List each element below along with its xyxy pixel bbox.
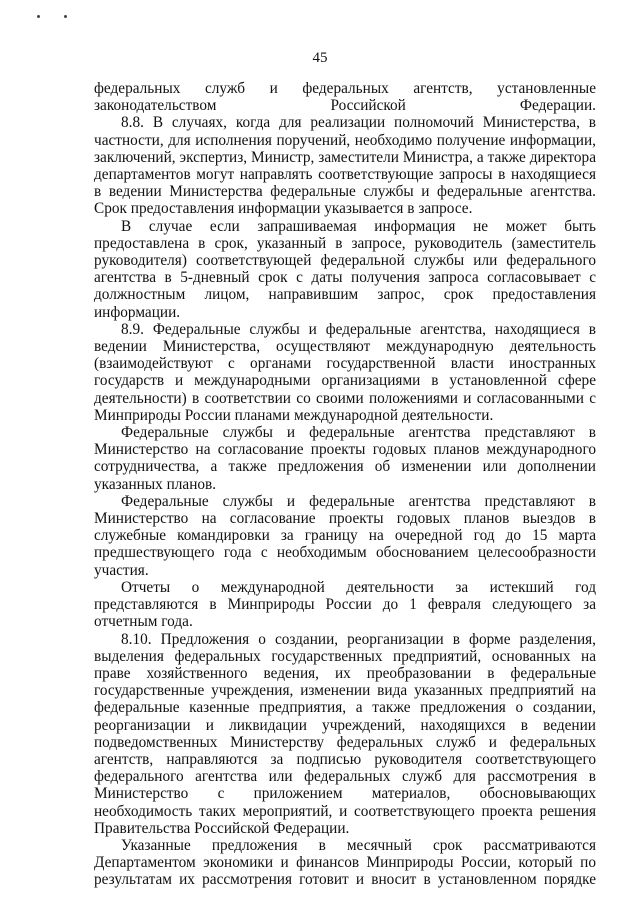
- paragraph: Федеральные службы и федеральные агентства представляют в Министерство на согласование проекты годовых планов международного сотрудничества, а также предложения об изменении или дополнении указанных планов.: [94, 424, 596, 493]
- document-body: [94, 80, 596, 889]
- paragraph: 8.8. В случаях, когда для реализации полномочий Министерства, в частности, для исполнения поручений, необходимо получение информации, заключений, экспертиз, Министр, заместители Министра, а также директора департаментов могут направлять соответствующие запросы в находящиеся в ведении Министерства федеральные службы и федеральные агентства. Срок предоставления информации указывается в запросе.: [94, 114, 596, 218]
- paragraph: 8.9. Федеральные службы и федеральные агентства, находящиеся в ведении Министерства, осуществляют международную деятельность (взаимодействуют с органами государственной власти иностранных государств и международными организациями в установленной сфере деятельности) в соответствии со своими положениями и согласованными с Минприроды России планами международной деятельности.: [94, 320, 596, 424]
- paragraph: 8.10. Предложения о создании, реорганизации в форме разделения, выделения федеральных государственных предприятий, основанных на праве хозяйственного ведения, их преобразовании в федеральные государственные учреждения, изменении вида указанных предприятий на федеральные казенные предприятия, а также предложения о создании, реорганизации и ликвидации учреждений, находящихся в ведении подведомственных Министерству федеральных служб и федеральных агентств, направляются за подписью руководителя соответствующего федерального агентства или федеральных служб для рассмотрения в Министерство с приложением материалов, обосновывающих необходимость таких мероприятий, и соответствующего проекта решения Правительства Российской Федерации.: [94, 630, 596, 837]
- paragraph: Отчеты о международной деятельности за истекший год представляются в Минприроды России до 1 февраля следующего за отчетным года.: [94, 578, 596, 631]
- scan-artifact-dot: [64, 15, 67, 18]
- paragraph: В случае если запрашиваемая информация не может быть предоставлена в срок, указанный в запросе, руководитель (заместитель руководителя) соответствующей федеральной службы или федерального агентства в 5-дневный срок с даты получения запроса согласовывает с должностным лицом, направившим запрос, срок предоставления информации.: [94, 217, 596, 321]
- paragraph: федеральных служб и федеральных агентств, установленные законодательством Российской Федерации.: [94, 80, 596, 115]
- paragraph: Федеральные службы и федеральные агентства представляют в Министерство на согласование проекты годовых планов выездов в служебные командировки за границу на очередной год до 15 марта предшествующего года с необходимым обоснованием целесообразности участия.: [94, 492, 596, 579]
- page-number: 45: [312, 50, 328, 66]
- paragraph: Указанные предложения в месячный срок рассматриваются Департаментом экономики и финансов Минприроды России, который по результатам их рассмотрения готовит и вносит в установленном порядке: [94, 836, 596, 889]
- scan-artifact-dot: [37, 15, 40, 18]
